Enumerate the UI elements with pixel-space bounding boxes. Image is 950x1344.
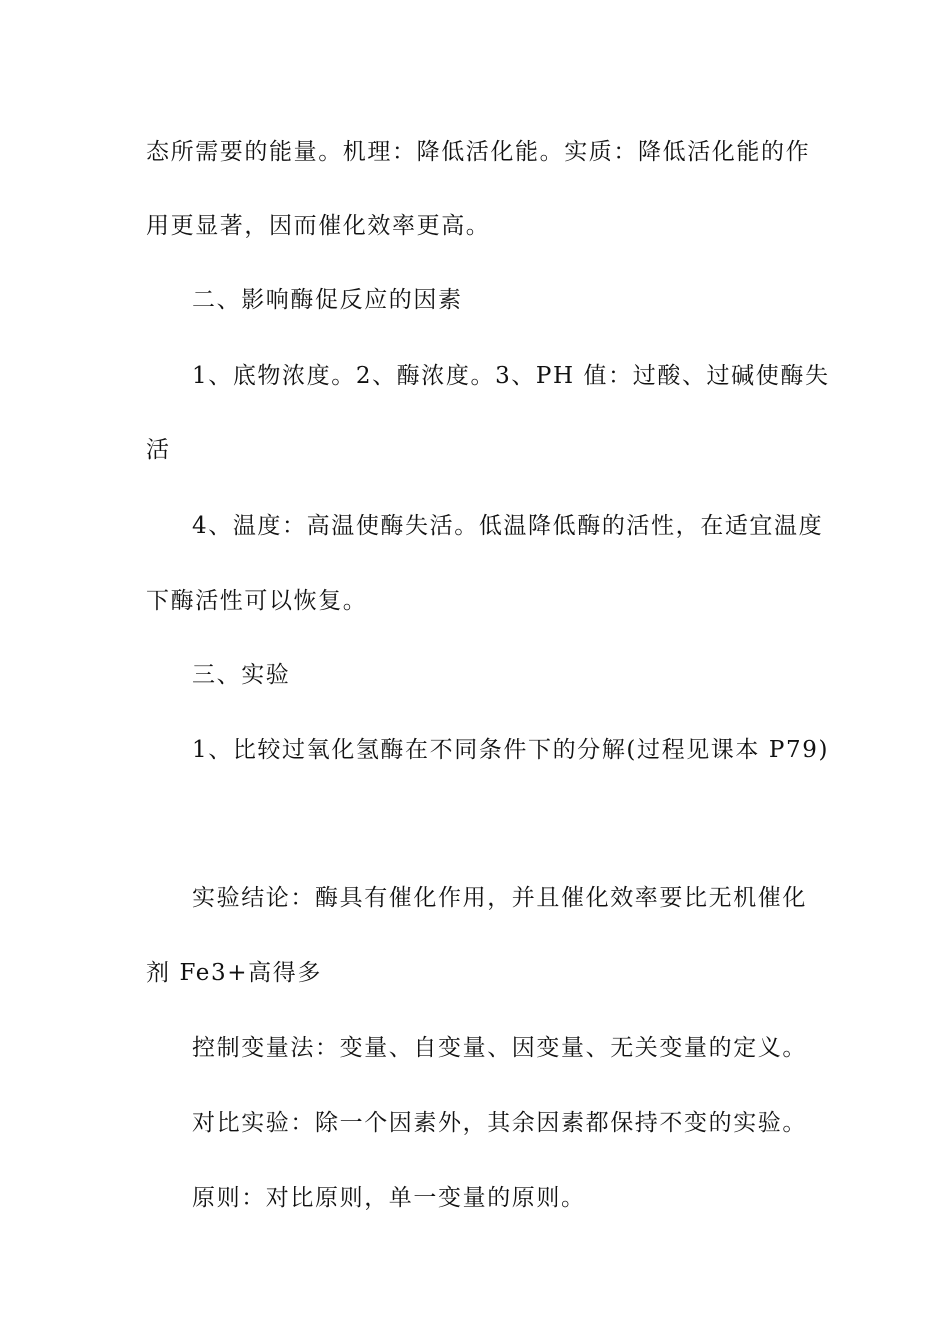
paragraph-line: 态所需要的能量。机理：降低活化能。实质：降低活化能的作: [146, 139, 811, 165]
paragraph-line: 实验结论：酶具有催化作用，并且催化效率要比无机催化: [192, 885, 807, 911]
paragraph-line: 4、温度：高温使酶失活。低温降低酶的活性，在适宜温度: [192, 513, 824, 539]
paragraph-line: 原则：对比原则，单一变量的原则。: [192, 1185, 586, 1211]
paragraph-line: 用更显著，因而催化效率更高。: [146, 213, 491, 239]
section-heading: 二、影响酶促反应的因素: [192, 287, 463, 313]
paragraph-line: 1、比较过氧化氢酶在不同条件下的分解(过程见课本 P79): [192, 737, 830, 763]
paragraph-line: 控制变量法：变量、自变量、因变量、无关变量的定义。: [192, 1035, 807, 1061]
paragraph-line: 1、底物浓度。2、酶浓度。3、PH 值：过酸、过碱使酶失: [192, 363, 830, 389]
section-heading: 三、实验: [192, 662, 291, 688]
paragraph-line: 活: [146, 437, 171, 463]
paragraph-line: 剂 Fe3+高得多: [146, 960, 322, 986]
paragraph-line: 对比实验：除一个因素外，其余因素都保持不变的实验。: [192, 1110, 807, 1136]
paragraph-line: 下酶活性可以恢复。: [146, 588, 368, 614]
